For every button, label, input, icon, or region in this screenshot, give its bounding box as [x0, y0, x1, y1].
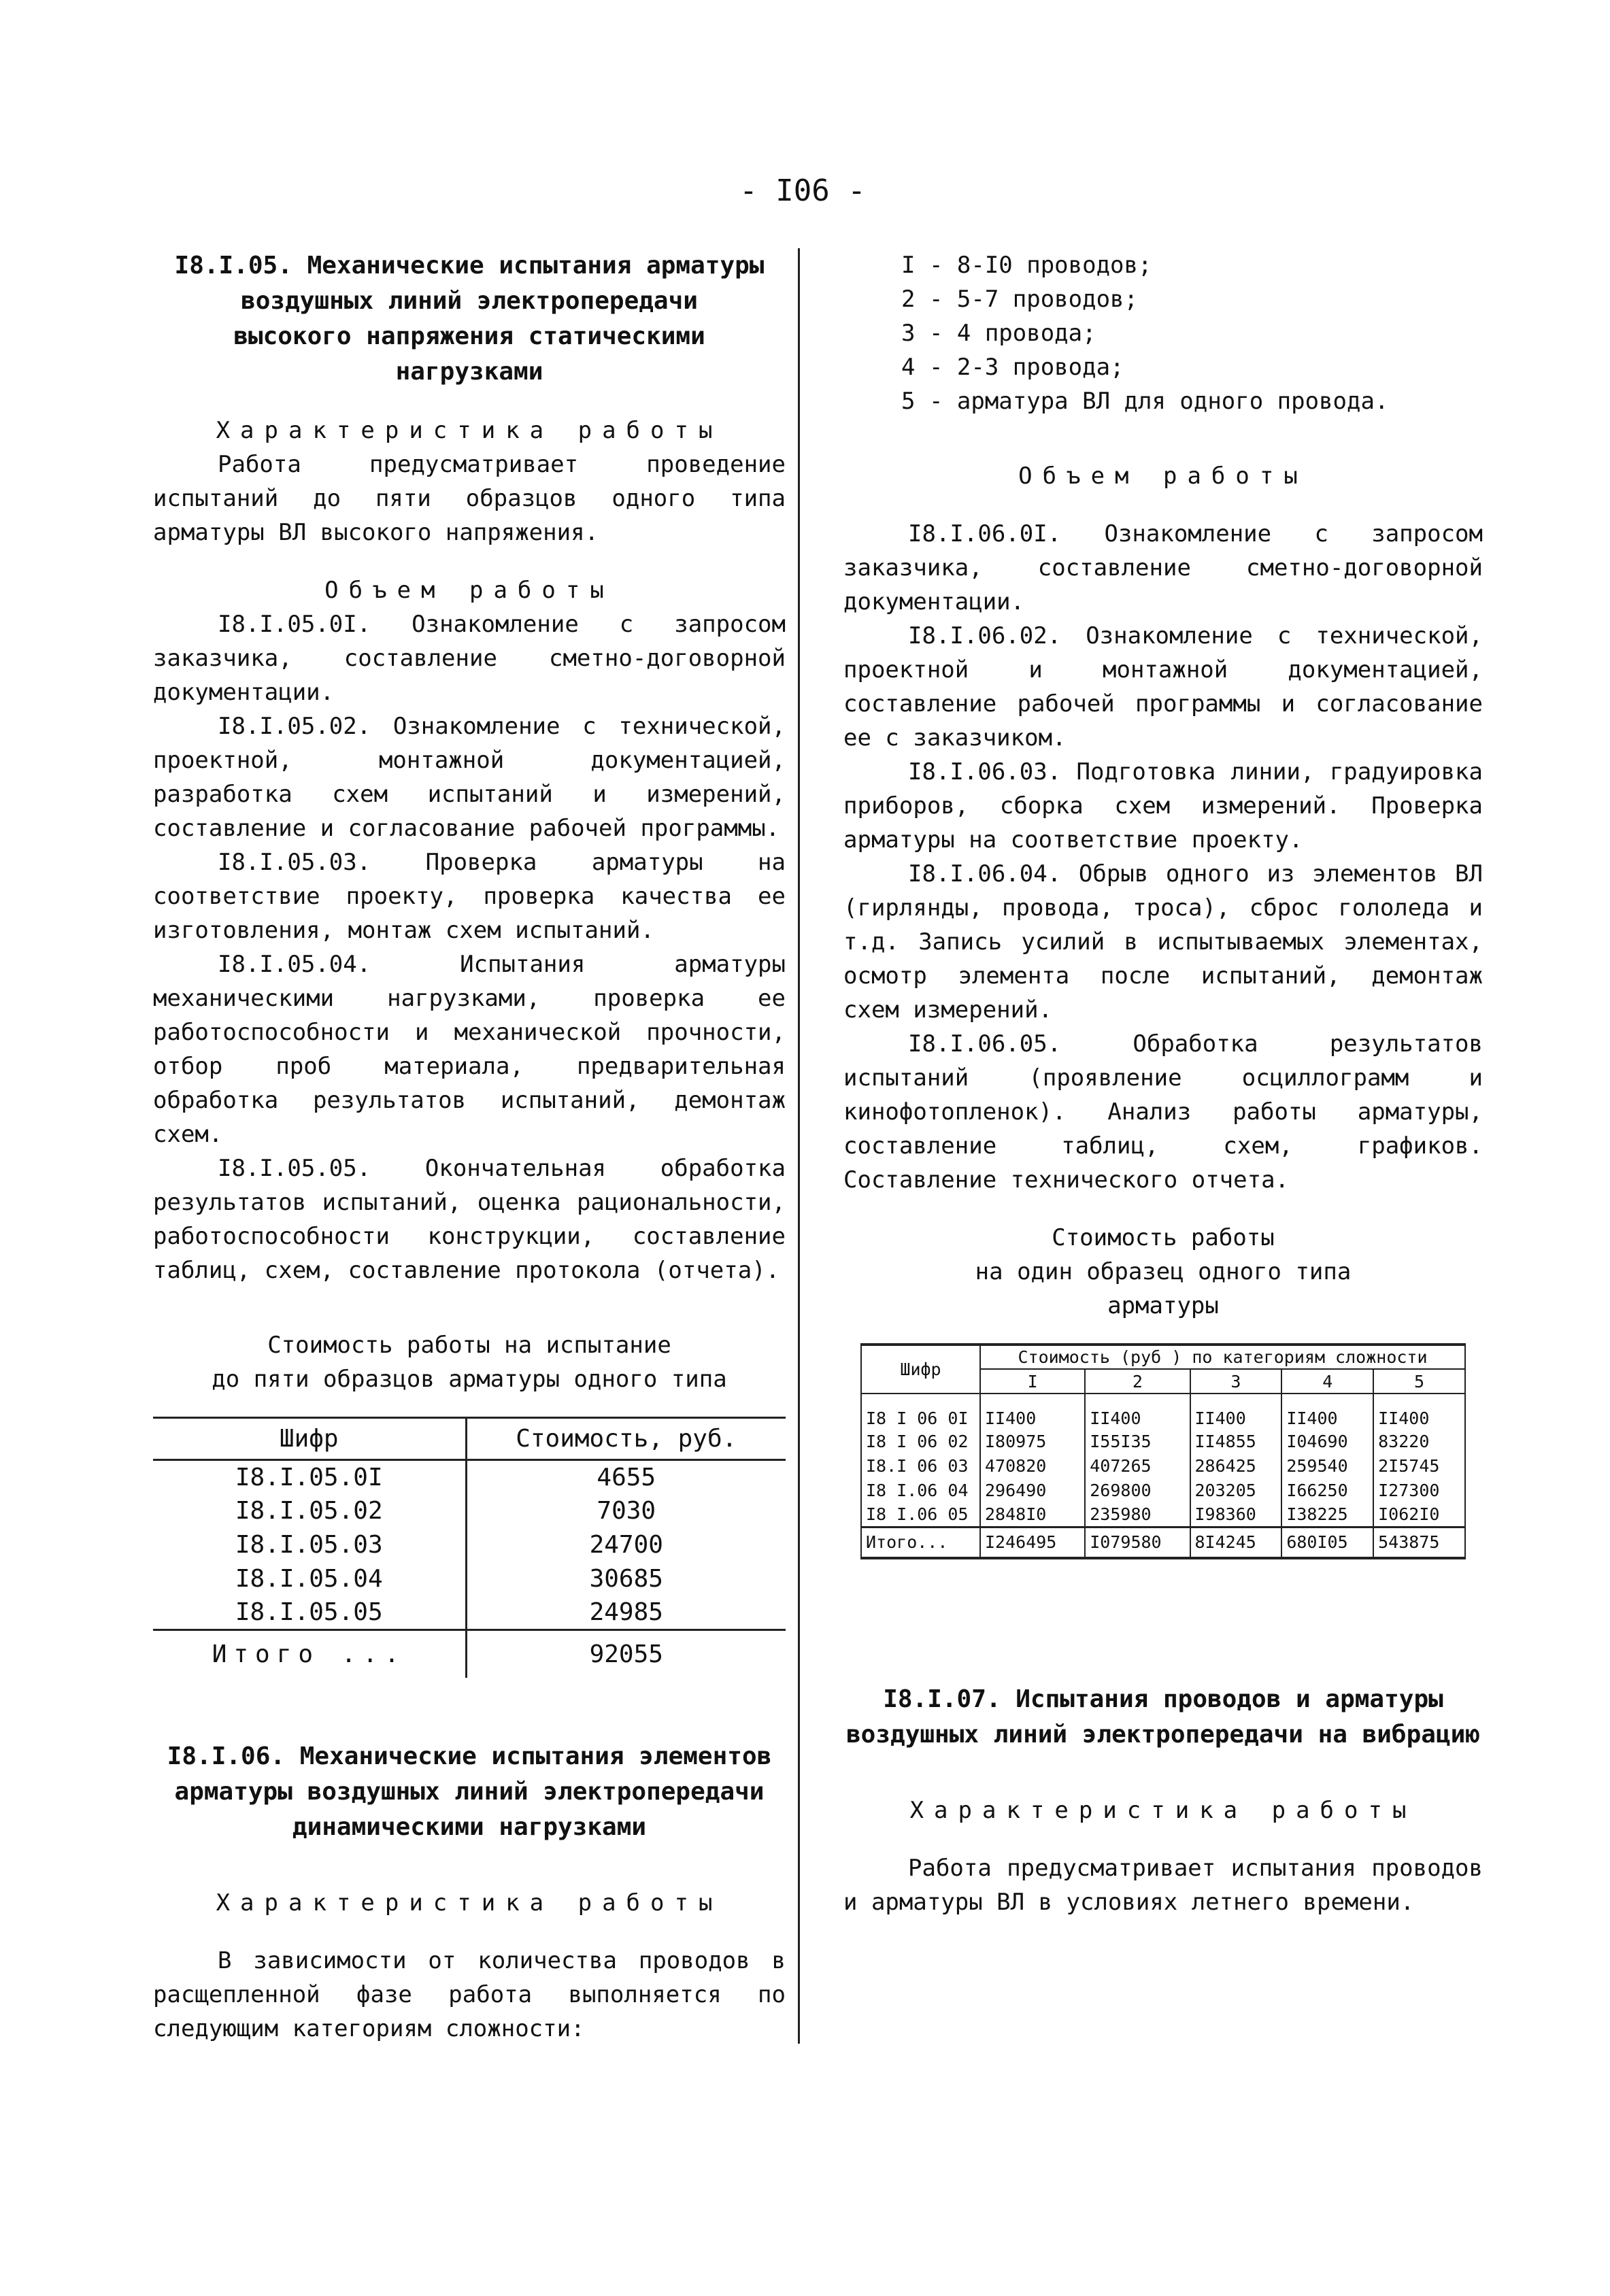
table-header: Стоимость, руб.	[466, 1418, 786, 1460]
section-title-line: воздушных линий электропередачи	[241, 287, 698, 315]
list-item: 2 - 5-7 проводов;	[901, 286, 1138, 313]
cell-total-label: Итого...	[861, 1527, 980, 1558]
section-title-18-1-07	[843, 1682, 1483, 1753]
table-header: 4	[1281, 1369, 1373, 1394]
section-title-line: арматуры воздушных линий электропередачи	[174, 1777, 765, 1806]
work-item: I8.I.06.0I. Ознакомление с запросом заказчика, составление сметно-договорной документации.	[843, 520, 1483, 615]
paragraph-characteristics: В зависимости от количества проводов в расщепленной фазе работа выполняется по следующим категориям сложности:	[153, 1946, 786, 2042]
cell-value: I062I0	[1373, 1502, 1465, 1527]
caption-line: на один образец одного типа	[975, 1258, 1352, 1285]
section-title-line: высокого напряжения статическими нагрузками	[233, 322, 705, 386]
cell-value: I38225	[1281, 1502, 1373, 1527]
category-list	[843, 248, 1483, 418]
list-item: 4 - 2-3 провода;	[901, 354, 1124, 381]
table-header: I	[980, 1369, 1085, 1394]
table-row	[861, 1394, 1465, 1429]
table-total-row	[153, 1630, 786, 1678]
cell-total-value: 8I4245	[1190, 1527, 1282, 1558]
cell-value: 407265	[1085, 1453, 1190, 1478]
cell-value: II400	[980, 1394, 1085, 1429]
cell-code: I8.I.05.04	[153, 1562, 466, 1596]
caption-line: арматуры	[1107, 1292, 1219, 1319]
cell-code: I8 I 06 0I	[861, 1394, 980, 1429]
work-item: I8.I.06.02. Ознакомление с технической, проектной и монтажной документацией, составление рабочей программы и согласование ее с заказчиком.	[843, 622, 1483, 752]
cell-code: I8.I.05.0I	[153, 1460, 466, 1494]
table-header: Стоимость (руб ) по категориям сложности	[980, 1345, 1465, 1369]
cell-value: II400	[1085, 1394, 1190, 1429]
paragraph-characteristics: Работа предусматривает испытания проводов и арматуры ВЛ в условиях летнего времени.	[843, 1855, 1483, 1916]
work-item: I8.I.06.04. Обрыв одного из элементов ВЛ (гирлянды, провода, троса), сброс гололеда и т.д. Запись усилий в испытываемых элементах, осмотр элемента после испытаний, демонтаж схем измерений.	[843, 860, 1483, 1024]
cell-value: 2848I0	[980, 1502, 1085, 1527]
work-item: I8.I.05.04. Испытания арматуры механическими нагрузками, проверка ее работоспособности и механической прочности, отбор проб материала, предварительная обработка результатов испытаний, демонтаж схем.	[153, 951, 786, 1148]
cell-code: I8.I.05.05	[153, 1596, 466, 1630]
table-row	[153, 1460, 786, 1494]
cell-total-label: Итого ...	[153, 1630, 466, 1678]
column-divider	[798, 248, 800, 2044]
cell-value: 203205	[1190, 1478, 1282, 1502]
section-title-18-1-06	[153, 1739, 786, 1845]
cell-value: 259540	[1281, 1453, 1373, 1478]
subheading-characteristics: Характеристика работы	[216, 1889, 723, 1917]
cell-value: 296490	[980, 1478, 1085, 1502]
table-row	[153, 1596, 786, 1630]
subheading-scope: Объем работы	[324, 577, 614, 604]
section-title-18-1-05	[153, 248, 786, 390]
cell-value: I66250	[1281, 1478, 1373, 1502]
table-total-row	[861, 1527, 1465, 1558]
list-item: 5 - арматура ВЛ для одного провода.	[901, 388, 1389, 415]
page-number: - I06 -	[739, 173, 866, 208]
cell-value: II400	[1373, 1394, 1465, 1429]
work-item: I8.I.05.05. Окончательная обработка результатов испытаний, оценка рациональности, работоспособности конструкции, составление таблиц, схем, составление протокола (отчета).	[153, 1155, 786, 1284]
table-row	[861, 1453, 1465, 1478]
cost-table-1	[153, 1417, 786, 1678]
cell-value: I04690	[1281, 1429, 1373, 1453]
table-row	[861, 1429, 1465, 1453]
cell-total-value: I079580	[1085, 1527, 1190, 1558]
table-row	[153, 1528, 786, 1562]
table-row	[153, 1494, 786, 1528]
cell-total-value: 680I05	[1281, 1527, 1373, 1558]
table-header: 2	[1085, 1369, 1190, 1394]
cell-cost: 24700	[589, 1531, 663, 1559]
cell-value: I98360	[1190, 1502, 1282, 1527]
cell-code: I8.I 06 03	[861, 1453, 980, 1478]
subheading-scope: Объем работы	[1018, 462, 1308, 490]
work-item: I8.I.05.0I. Ознакомление с запросом заказчика, составление сметно-договорной документации.	[153, 611, 786, 706]
cell-cost: 4655	[597, 1463, 656, 1491]
right-column	[843, 248, 1483, 1919]
work-item: I8.I.06.03. Подготовка линии, градуировка приборов, сборка схем измерений. Проверка арматуры на соответствие проекту.	[843, 758, 1483, 854]
paragraph-characteristics: Работа предусматривает проведение испытаний до пяти образцов одного типа арматуры ВЛ высокого напряжения.	[153, 451, 786, 546]
cell-value: II400	[1281, 1394, 1373, 1429]
work-item: I8.I.05.02. Ознакомление с технической, проектной, монтажной документацией, разработка схем испытаний и измерений, составление и согласование рабочей программы.	[153, 713, 786, 842]
cell-value: 2I5745	[1373, 1453, 1465, 1478]
cost-table-2	[860, 1343, 1466, 1559]
table-row	[861, 1502, 1465, 1527]
cell-value: II4855	[1190, 1429, 1282, 1453]
work-item: I8.I.06.05. Обработка результатов испытаний (проявление осциллограмм и кинофотопленок). Анализ работы арматуры, составление таблиц, схем, графиков. Составление технического отчета.	[843, 1030, 1483, 1194]
cell-value: 470820	[980, 1453, 1085, 1478]
cost-caption-2	[843, 1221, 1483, 1323]
subheading-characteristics: Характеристика работы	[909, 1797, 1417, 1824]
list-item: 3 - 4 провода;	[901, 320, 1096, 347]
section-title-line: I8.I.05. Механические испытания арматуры	[174, 252, 765, 280]
caption-line: Стоимость работы на испытание	[267, 1332, 671, 1359]
cell-value: I55I35	[1085, 1429, 1190, 1453]
cell-total-value: I246495	[980, 1527, 1085, 1558]
section-title-line: воздушных линий электропередачи на вибрацию	[846, 1721, 1480, 1749]
list-item: I - 8-I0 проводов;	[901, 252, 1152, 279]
cell-value: 269800	[1085, 1478, 1190, 1502]
table-header: 5	[1373, 1369, 1465, 1394]
cell-value: 235980	[1085, 1502, 1190, 1527]
cell-value: 83220	[1373, 1429, 1465, 1453]
table-row	[861, 1478, 1465, 1502]
cell-code: I8.I.05.02	[153, 1494, 466, 1528]
section-title-line: динамическими нагрузками	[292, 1812, 647, 1841]
left-column	[153, 248, 786, 2046]
cell-cost: 24985	[589, 1598, 663, 1627]
cost-caption-1	[153, 1328, 786, 1396]
table-header: 3	[1190, 1369, 1282, 1394]
caption-line: до пяти образцов арматуры одного типа	[212, 1366, 727, 1393]
cell-code: I8 I.06 04	[861, 1478, 980, 1502]
table-row	[153, 1562, 786, 1596]
cell-value: II400	[1190, 1394, 1282, 1429]
cell-value: 286425	[1190, 1453, 1282, 1478]
cell-value: I80975	[980, 1429, 1085, 1453]
cell-value: I27300	[1373, 1478, 1465, 1502]
cell-total-value: 92055	[466, 1630, 786, 1678]
cell-code: I8.I.05.03	[153, 1528, 466, 1562]
cell-code: I8 I 06 02	[861, 1429, 980, 1453]
work-item: I8.I.05.03. Проверка арматуры на соответствие проекту, проверка качества ее изготовления, монтаж схем испытаний.	[153, 849, 786, 944]
cell-cost: 30685	[589, 1565, 663, 1593]
cell-code: I8 I.06 05	[861, 1502, 980, 1527]
section-title-line: I8.I.06. Механические испытания элементов	[167, 1742, 772, 1770]
cell-total-value: 543875	[1373, 1527, 1465, 1558]
caption-line: Стоимость работы	[1052, 1224, 1275, 1251]
cell-cost: 7030	[597, 1497, 656, 1525]
section-title-line: I8.I.07. Испытания проводов и арматуры	[883, 1685, 1443, 1713]
table-header: Шифр	[861, 1345, 980, 1394]
table-header: Шифр	[153, 1418, 466, 1460]
subheading-characteristics: Характеристика работы	[216, 417, 723, 444]
